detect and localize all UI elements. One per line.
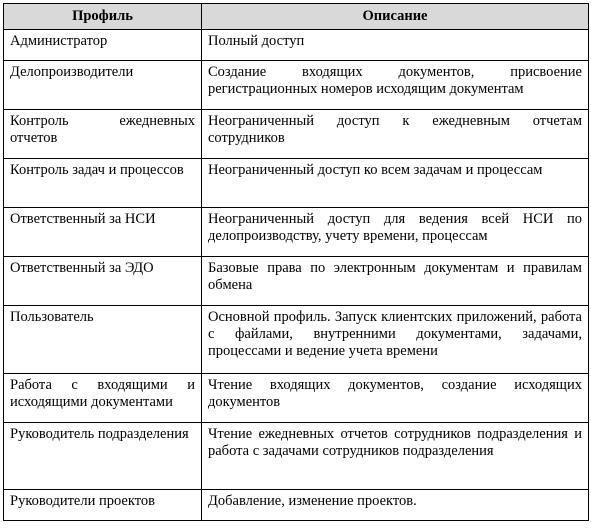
description-cell: Чтение входящих документов, создание исходящих документов: [202, 374, 589, 423]
profiles-table: [3, 3, 589, 521]
profile-cell: Ответственный за НСИ: [4, 208, 202, 257]
description-cell: Полный доступ: [202, 30, 589, 61]
profile-cell: Руководитель подразделения: [4, 423, 202, 490]
header-profile: Профиль: [4, 4, 202, 30]
description-cell: Неограниченный доступ к ежедневным отчетам сотрудников: [202, 110, 589, 159]
description-cell: Добавление, изменение проектов.: [202, 490, 589, 521]
description-cell: Неограниченный доступ ко всем задачам и процессам: [202, 159, 589, 208]
table-row: [4, 257, 589, 306]
table-row: [4, 110, 589, 159]
profile-cell: Ответственный за ЭДО: [4, 257, 202, 306]
table-row: [4, 61, 589, 110]
profile-cell: Делопроизводители: [4, 61, 202, 110]
profile-cell: Пользователь: [4, 306, 202, 374]
table-row: [4, 490, 589, 521]
table-row: [4, 423, 589, 490]
table-header-row: [4, 4, 589, 30]
profile-cell: Работа с входящими и исходящими документами: [4, 374, 202, 423]
description-cell: Чтение ежедневных отчетов сотрудников подразделения и работа с задачами сотрудников подразделения: [202, 423, 589, 490]
description-cell: Создание входящих документов, присвоение регистрационных номеров исходящим документам: [202, 61, 589, 110]
table-row: [4, 374, 589, 423]
description-cell: Базовые права по электронным документам и правилам обмена: [202, 257, 589, 306]
profile-cell: Руководители проектов: [4, 490, 202, 521]
profile-cell: Контроль задач и процессов: [4, 159, 202, 208]
table-row: [4, 30, 589, 61]
description-cell: Основной профиль. Запуск клиентских приложений, работа с файлами, внутренними документами, задачами, процессами и ведение учета времени: [202, 306, 589, 374]
description-cell: Неограниченный доступ для ведения всей НСИ по делопроизводству, учету времени, процессам: [202, 208, 589, 257]
header-description: Описание: [202, 4, 589, 30]
profile-cell: Администратор: [4, 30, 202, 61]
table-row: [4, 159, 589, 208]
table-row: [4, 208, 589, 257]
profile-cell: Контроль ежедневных отчетов: [4, 110, 202, 159]
table-row: [4, 306, 589, 374]
